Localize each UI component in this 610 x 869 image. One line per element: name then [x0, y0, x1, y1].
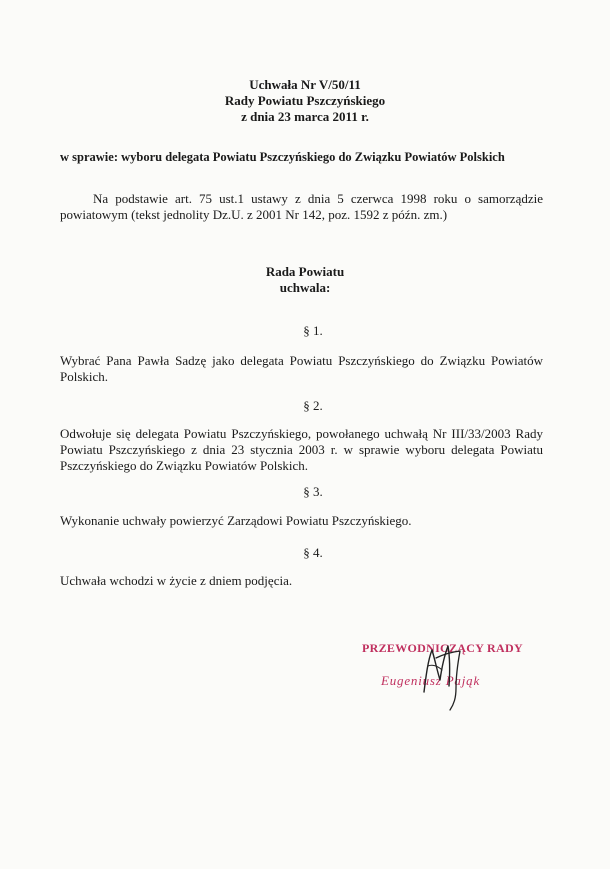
section-4-line-1: Uchwała wchodzi w życie z dniem podjęcia. — [60, 573, 293, 588]
legal-basis-line-2: powiatowym (tekst jednolity Dz.U. z 2001 Nr 142, poz. 1592 z późn. zm.) — [60, 207, 448, 222]
section-2-line-3: Pszczyńskiego do Związku Powiatów Polskich. — [60, 458, 309, 473]
resolution-number: Uchwała Nr V/50/11 — [249, 77, 361, 92]
resolution-date: z dnia 23 marca 2011 r. — [241, 109, 369, 124]
council-name: Rady Powiatu Pszczyńskiego — [224, 93, 386, 108]
section-2-heading: § 2. — [303, 398, 323, 413]
section-2-line-2: Powiatu Pszczyńskiego z dnia 23 stycznia 2003 r. w sprawie wyboru delegata Powiatu — [60, 442, 543, 457]
section-3-heading: § 3. — [303, 484, 323, 499]
stamp-title: PRZEWODNICZĄCY RADY — [362, 641, 523, 655]
council-heading: Rada Powiatu — [265, 264, 345, 279]
section-2-line-1: Odwołuje się delegata Powiatu Pszczyńskiego, powołanego uchwałą Nr III/33/2003 Rady — [60, 426, 543, 441]
section-4-heading: § 4. — [303, 545, 323, 560]
resolution-subject: w sprawie: wyboru delegata Powiatu Pszczyńskiego do Związku Powiatów Polskich — [60, 150, 505, 164]
council-resolves: uchwala: — [279, 280, 331, 295]
legal-basis-line-1: Na podstawie art. 75 ust.1 ustawy z dnia 5 czerwca 1998 roku o samorządzie — [93, 191, 543, 206]
stamp-name: Eugeniusz Pająk — [381, 673, 481, 688]
section-1-heading: § 1. — [303, 323, 323, 338]
section-1-line-2: Polskich. — [60, 369, 109, 384]
handwritten-signature — [410, 636, 480, 714]
section-3-line-1: Wykonanie uchwały powierzyć Zarządowi Powiatu Pszczyńskiego. — [60, 513, 412, 528]
section-1-line-1: Wybrać Pana Pawła Sadzę jako delegata Powiatu Pszczyńskiego do Związku Powiatów — [60, 353, 543, 368]
